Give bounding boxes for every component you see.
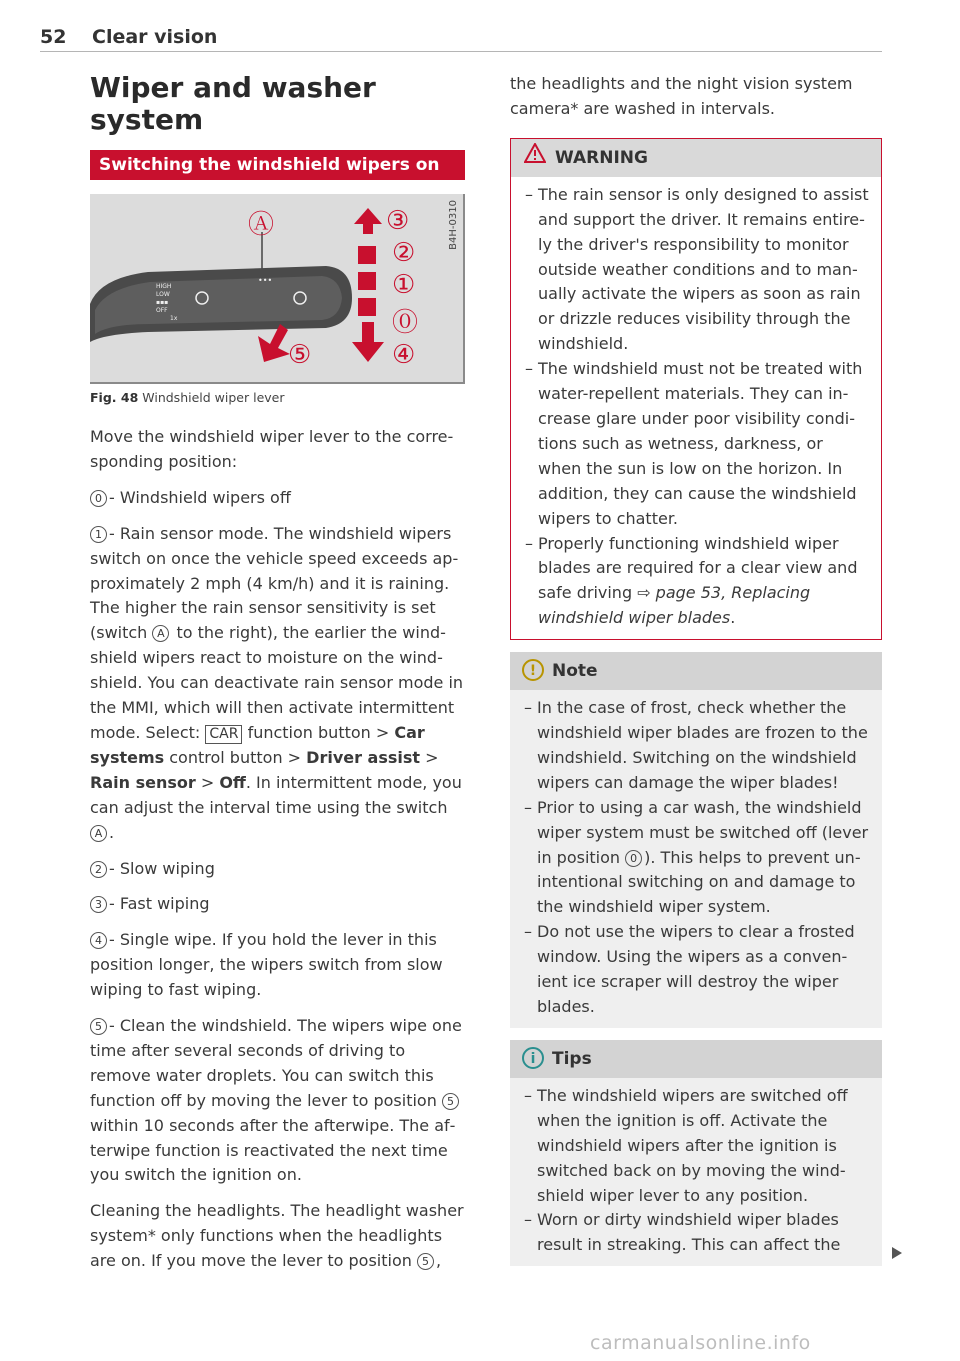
callout-5: ⑤ xyxy=(288,340,312,370)
info-icon: i xyxy=(522,1047,544,1069)
warning-item: – The rain sensor is only designed to assist and support the driver. It remains entirely the driver's responsibility to monitor outside weather conditions and to manually activate the wipers as soon as rain or drizzle reduces visibility through the windshield. xyxy=(525,183,871,357)
lever-label-dots: ••• xyxy=(258,276,273,285)
note-item: – In the case of frost, check whether the windshield wiper blades are frozen to the windshield. Switching on the windshield wipers can damage the wiper blades! xyxy=(524,696,872,796)
figure-caption xyxy=(90,390,465,405)
subsection-bar: Switching the windshield wipers on xyxy=(90,150,465,180)
warning-item: – Properly functioning windshield wiper blades are required for a clear view and safe driving ⇨ page 53, Replacing windshield wiper blades. xyxy=(525,532,871,632)
callout-a: Ⓐ xyxy=(248,210,275,240)
arrow-up-icon xyxy=(354,208,382,234)
callout-ref-5: 5 xyxy=(90,1018,107,1035)
callout-ref-5-2: 5 xyxy=(442,1093,459,1110)
position-2-marker xyxy=(358,246,376,264)
lever-label-high: HIGH xyxy=(156,283,172,290)
car-key-label: CAR xyxy=(205,725,242,744)
callout-ref-5-3: 5 xyxy=(417,1253,434,1270)
arrow-washer-icon xyxy=(258,324,290,362)
warning-item: – The windshield must not be treated with water-repellent materials. They can increase glare under poor visibility conditions such as wetness, darkness, or when the sun is low on the horizon. In addition, they can cause the windshield wipers to chatter. xyxy=(525,357,871,531)
left-column xyxy=(90,72,465,1285)
figure-caption-text: Windshield wiper lever xyxy=(142,390,285,405)
cleaning-headlights: Cleaning the headlights. The headlight washer system* only functions when the headlights are on. If you move the lever to position 5 , xyxy=(90,1201,464,1271)
lever-label-low: LOW xyxy=(156,291,170,298)
note-exclamation-icon: ! xyxy=(522,659,544,681)
right-intro: the headlights and the night vision system camera* are washed in intervals. xyxy=(510,74,853,118)
position-0-marker xyxy=(358,298,376,316)
item-position-2: 2 - Slow wiping xyxy=(90,857,465,882)
callout-3: ③ xyxy=(386,206,410,236)
item-position-3: 3 - Fast wiping xyxy=(90,892,465,917)
page-title: Wiper and washer system xyxy=(90,71,376,136)
tips-box xyxy=(510,1040,882,1266)
watermark: carmanualsonline.info xyxy=(590,1332,811,1354)
callout-ref-a-2: A xyxy=(90,825,107,842)
note-item: – Prior to using a car wash, the windshield wiper system must be switched off (lever in position 0 ). This helps to prevent unintentional switching on and damage to the windshield wiper system. xyxy=(524,796,872,921)
note-title: Note xyxy=(552,661,598,682)
page-header xyxy=(40,22,882,52)
callout-ref-4: 4 xyxy=(90,932,107,949)
callout-2: ② xyxy=(392,238,416,268)
callout-ref-0-note: 0 xyxy=(625,850,642,867)
figure-number: Fig. 48 xyxy=(90,390,139,405)
callout-ref-1: 1 xyxy=(90,526,107,543)
callout-ref-3: 3 xyxy=(90,896,107,913)
section-name: Clear vision xyxy=(92,26,218,48)
item-position-5: 5 - Clean the windshield. The wipers wipe one time after several seconds of driving to remove water droplets. You can switch this function off by moving the lever to position 5 within 10 seconds after the afterwipe. The afterwipe function is reactivated the next time you switch the ignition on. xyxy=(90,1016,462,1185)
note-box xyxy=(510,652,882,1028)
item-position-1: 1 - Rain sensor mode. The windshield wipers switch on once the vehicle speed exceeds approximately 2 mph (4 km/h) and it is raining. The higher the rain sensor sensitivity is set (switch A to the right), the earlier the windshield wipers react to moisture on the windshield. You can deactivate rain sensor mode in the MMI, which will then activate intermittent mode. Select: CAR function button > Car systems control button > Driver assist > Rain sensor > Off. In intermittent mode, you can adjust the interval time using the switch A . xyxy=(90,523,464,842)
callout-4: ④ xyxy=(392,340,416,370)
callout-1: ① xyxy=(392,270,416,300)
cross-reference-link[interactable]: ⇨ page 53, Replacing windshield wiper blades xyxy=(538,583,811,628)
tips-item: – The windshield wipers are switched off when the ignition is off. Activate the windshield wipers after the ignition is switched back on by moving the windshield wiper lever to any position. xyxy=(524,1084,872,1209)
note-header xyxy=(510,652,882,690)
left-intro: Move the windshield wiper lever to the corresponding position: xyxy=(90,427,454,471)
lever-label-one: 1x xyxy=(170,315,178,322)
item-position-4: 4 - Single wipe. If you hold the lever in this position longer, the wipers switch from slow wiping to fast wiping. xyxy=(90,930,443,1000)
tips-title: Tips xyxy=(552,1048,592,1069)
callout-ref-0: 0 xyxy=(90,490,107,507)
arrow-down-icon xyxy=(352,322,384,362)
callout-ref-a: A xyxy=(152,625,169,642)
lever-label-int: ▪▪▪ xyxy=(156,299,169,306)
warning-triangle-icon xyxy=(523,139,547,177)
tips-header xyxy=(510,1040,882,1078)
figure-code: B4H-0310 xyxy=(448,200,459,250)
note-item: – Do not use the wipers to clear a frosted window. Using the wipers as a convenient ice scraper will destroy the wiper blades. xyxy=(524,920,872,1020)
tips-list xyxy=(510,1078,882,1266)
tips-item: – Worn or dirty windshield wiper blades result in streaking. This can affect the xyxy=(524,1208,872,1258)
lever-label-off: OFF xyxy=(156,307,168,314)
warning-title: WARNING xyxy=(555,147,648,168)
right-column xyxy=(510,72,882,1278)
page-number: 52 xyxy=(40,26,67,48)
wiper-lever-figure xyxy=(90,194,465,384)
position-1-marker xyxy=(358,272,376,290)
warning-box xyxy=(510,138,882,640)
callout-ref-2: 2 xyxy=(90,861,107,878)
note-list xyxy=(510,690,882,1028)
item-position-0: 0 - Windshield wipers off xyxy=(90,486,465,511)
continue-arrow-icon xyxy=(892,1247,902,1259)
callout-0: ⓪ xyxy=(392,308,419,338)
warning-list xyxy=(511,177,881,639)
warning-header xyxy=(511,139,881,177)
